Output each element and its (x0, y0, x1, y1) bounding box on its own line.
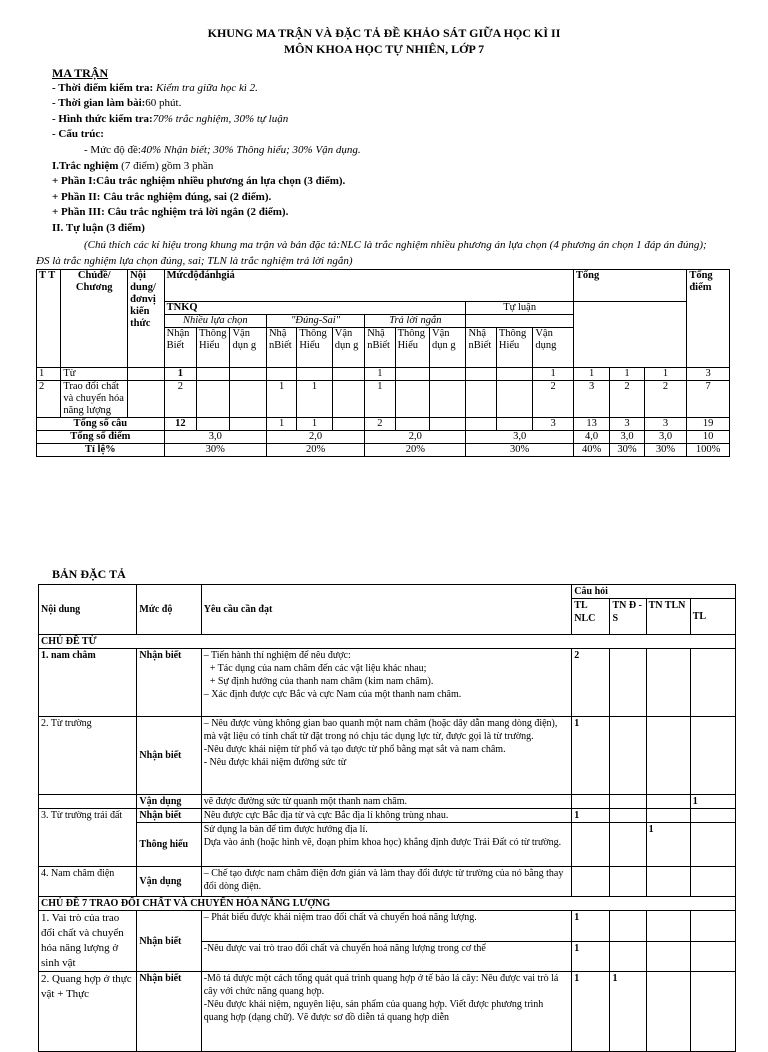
cell-value (496, 381, 532, 418)
part-one-a: + Phần I:Câu trắc nghiệm nhiều phương án lựa chọn (3 điểm). (52, 175, 346, 187)
cell-tt: 2 (37, 381, 61, 418)
cell-value: 2,0 (365, 431, 466, 444)
col-vd: Vận dụn g (230, 328, 266, 368)
spec-heading: BẢN ĐẶC TẢ (52, 567, 126, 581)
table-row-total-questions (37, 418, 730, 431)
info-time: - Thời điểm kiểm tra: Kiểm tra giữa học kì 2. (52, 82, 258, 94)
cell-value: 30% (610, 444, 644, 457)
table-row (39, 972, 736, 1052)
doc-title: KHUNG MA TRẬN VÀ ĐẶC TẢ ĐỀ KHẢO SÁT GIỮA HỌC KÌ II (207, 26, 561, 40)
cell-mucdo: Thông hiểu (137, 823, 201, 867)
part-two: II. Tự luận (3 điểm) (52, 222, 145, 234)
col-th: Thông Hiểu (197, 328, 230, 368)
cell-value: 20% (266, 444, 364, 457)
cell-noidung: 2. Quang hợp ở thực vật + Thực (39, 972, 137, 1052)
header-chude: Chủđề/ Chương (61, 270, 128, 368)
cell-value (430, 381, 466, 418)
header-tuluan: Tự luận (466, 302, 573, 315)
col-th: Thông Hiểu (395, 328, 429, 368)
cell-value (332, 381, 364, 418)
table-row (39, 823, 736, 867)
cell-value: 3,0 (610, 431, 644, 444)
spec-header-cauhoi: Câu hỏi (572, 585, 736, 599)
section-heading: MA TRẬN (52, 66, 109, 80)
table-row (39, 911, 736, 942)
cell-value: 2 (644, 381, 687, 418)
cell-value: 1 (644, 368, 687, 381)
spec-header-tln: TN TLN (646, 599, 690, 635)
cell-q: 2 (572, 649, 610, 717)
table-row (37, 368, 730, 381)
cell-value: 1 (297, 381, 332, 418)
cell-mucdo: Nhận biết (137, 911, 201, 972)
cell-yeucau: vẽ được đường sức từ quanh một thanh nam châm. (201, 795, 572, 809)
header-noidung: Nội dung/ đơnvị kiến thức (128, 270, 164, 368)
cell-value: 3,0 (644, 431, 687, 444)
col-nb: Nhậ nBiết (466, 328, 496, 368)
cell-yeucau: – Chế tạo được nam châm điện đơn giản và làm thay đổi được từ trường của nó bằng thay đổi dòng điện. (201, 867, 572, 897)
cell-value (496, 368, 532, 381)
info-form: - Hình thức kiểm tra:70% trắc nghiệm, 30% tự luận (52, 113, 289, 125)
cell-noidung: 1. nam châm (39, 649, 137, 717)
cell-value (230, 381, 266, 418)
cell-value: 10 (687, 431, 730, 444)
spec-section-trao-doi-chat: CHỦ ĐỀ 7 TRAO ĐỔI CHẤT VÀ CHUYỂN HÓA NĂNG LƯỢNG (39, 897, 736, 911)
cell-yeucau: – Phát biểu được khái niệm trao đổi chất và chuyển hoá năng lượng. (201, 911, 572, 942)
cell-value: 4,0 (573, 431, 609, 444)
table-row (39, 795, 736, 809)
col-th: Thông Hiểu (297, 328, 332, 368)
header-tnkq: TNKQ (164, 302, 466, 315)
header-tt: T T (37, 270, 61, 368)
cell-value: 12 (164, 418, 196, 431)
cell-q: 1 (572, 941, 610, 972)
cell-value: 3 (644, 418, 687, 431)
spec-header-tl: TL (690, 599, 735, 635)
spec-header-ds: TN Đ - S (610, 599, 646, 635)
cell-noidung (128, 368, 164, 381)
cell-q: 1 (572, 972, 610, 1052)
cell-value: 100% (687, 444, 730, 457)
cell-tt: 1 (37, 368, 61, 381)
cell-q: 1 (572, 717, 610, 795)
cell-value (266, 368, 296, 381)
cell-mucdo: Nhận biết (137, 717, 201, 795)
col-nb: Nhậ nBiết (365, 328, 395, 368)
cell-value: 30% (644, 444, 687, 457)
cell-mucdo: Vận dụng (137, 795, 201, 809)
col-nb: Nhận Biết (164, 328, 196, 368)
cell-value (430, 418, 466, 431)
cell-mucdo: Nhận biết (137, 649, 201, 717)
header-ds: "Đúng-Sai" (266, 315, 364, 328)
cell-value: 1 (365, 368, 395, 381)
cell-value (230, 418, 266, 431)
cell-value: 19 (687, 418, 730, 431)
cell-value (197, 418, 230, 431)
legend-note: (Chú thích các kí hiệu trong khung ma trận và bản đặc tả:NLC là trắc nghiệm nhiều phương án lựa chọn (4 phương án chọn 1 đáp án đúng); ĐS là trắc nghiệm lựa chọn đúng, sai; TLN là trắc nghiệm trả lời ngắn) (36, 239, 707, 267)
cell-value: 1 (266, 381, 296, 418)
cell-value (230, 368, 266, 381)
table-row-total-points (37, 431, 730, 444)
cell-value (332, 418, 364, 431)
cell-value: 1 (365, 381, 395, 418)
part-one-c: + Phần III: Câu trắc nghiệm trả lời ngắn (2 điểm). (52, 206, 289, 218)
col-nb: Nhậ nBiết (266, 328, 296, 368)
cell-value: 40% (573, 444, 609, 457)
cell-yeucau: – Nêu được vùng không gian bao quanh một nam châm (hoặc dây dẫn mang dòng điện), mà vật liệu có tính chất từ đặt trong nó chịu tác dụng lực từ, được gọi là từ trường. -Nêu được khái niệm từ phổ và tạo được từ phổ bằng mạt sắt và nam châm. - Nêu được khái niệm đường sức từ (201, 717, 572, 795)
table-row (39, 809, 736, 823)
cell-value: 2 (164, 381, 196, 418)
cell-value: 3 (610, 418, 644, 431)
part-one: I.Trắc nghiệm (7 điểm) gồm 3 phần (52, 160, 214, 172)
col-vd: Vận dụn g (430, 328, 466, 368)
cell-value (197, 368, 230, 381)
cell-value: 3,0 (466, 431, 573, 444)
cell-yeucau: -Mô tả được một cách tổng quát quá trình quang hợp ở tế bào lá cây: Nêu được vai trò lá cây với chức năng quang hợp. -Nêu được khái niệm, nguyên liệu, sản phẩm của quang hợp. Viết được phương trình quang hợp (dạng chữ). Vẽ được sơ đồ diễn tả quang hợp diễn (201, 972, 572, 1052)
cell-label: Tổng số điểm (37, 431, 165, 444)
doc-subtitle: MÔN KHOA HỌC TỰ NHIÊN, LỚP 7 (283, 42, 485, 56)
col-vd: Vận dụng (533, 328, 574, 368)
cell-mucdo: Nhận biết (137, 972, 201, 1052)
spec-header-noidung: Nội dung (39, 585, 137, 635)
cell-q: 1 (646, 823, 690, 867)
cell-noidung: 3. Từ trường trái đất (39, 809, 137, 867)
cell-noidung: 4. Nam châm điện (39, 867, 137, 897)
table-row (37, 381, 730, 418)
cell-value: 2,0 (266, 431, 364, 444)
cell-value (466, 368, 496, 381)
cell-value: 3 (687, 368, 730, 381)
spec-header-yeucau: Yêu cầu cần đạt (201, 585, 572, 635)
cell-yeucau: -Nêu được vai trò trao đổi chất và chuyển hoá năng lượng trong cơ thể (201, 941, 572, 972)
cell-noidung (128, 381, 164, 418)
cell-label: Tỉ lệ% (37, 444, 165, 457)
cell-value: 3,0 (164, 431, 266, 444)
cell-value (466, 418, 496, 431)
spec-section-tu: CHỦ ĐỀ TỪ (39, 635, 736, 649)
table-row (39, 649, 736, 717)
header-nlc: Nhiều lựa chọn (164, 315, 266, 328)
cell-value: 3 (573, 381, 609, 418)
cell-value (332, 368, 364, 381)
cell-value (395, 368, 429, 381)
cell-value: 3 (533, 418, 574, 431)
header-tong-blank (573, 302, 686, 368)
spec-header-mucdo: Mức độ (137, 585, 201, 635)
cell-value: 1 (610, 368, 644, 381)
table-row-ratio (37, 444, 730, 457)
cell-yeucau: Sử dụng la bàn để tìm được hướng địa lí. Dựa vào ảnh (hoặc hình vẽ, đoạn phim khoa học) khẳng định được Trái Đất có từ trường. (201, 823, 572, 867)
part-one-b: + Phần II: Câu trắc nghiệm đúng, sai (2 điểm). (52, 191, 272, 203)
spec-table (38, 584, 736, 1052)
cell-value (197, 381, 230, 418)
cell-label: Tổng số câu (37, 418, 165, 431)
cell-value (297, 368, 332, 381)
cell-value: 2 (610, 381, 644, 418)
cell-value (496, 418, 532, 431)
table-row (39, 867, 736, 897)
header-tongdiem: Tổng điểm (687, 270, 730, 368)
cell-value (395, 418, 429, 431)
cell-chude: Trao đổi chất và chuyển hóa năng lượng (61, 381, 128, 418)
info-duration: - Thời gian làm bài:60 phút. (52, 97, 182, 109)
cell-value: 2 (365, 418, 395, 431)
header-mucdo: Mứcđộđánhgiá (164, 270, 573, 302)
cell-value: 1 (266, 418, 296, 431)
cell-yeucau: Nêu được cực Bắc địa từ và cực Bắc địa lí không trùng nhau. (201, 809, 572, 823)
cell-mucdo: Vận dụng (137, 867, 201, 897)
cell-value: 1 (573, 368, 609, 381)
col-th: Thông Hiểu (496, 328, 532, 368)
cell-value: 1 (297, 418, 332, 431)
cell-value: 1 (533, 368, 574, 381)
info-level: - Mức độ đề:40% Nhận biết; 30% Thông hiểu; 30% Vận dụng. (84, 144, 361, 156)
cell-value (395, 381, 429, 418)
info-structure: - Cấu trúc: (52, 128, 104, 140)
cell-noidung: 2. Từ trường (39, 717, 137, 795)
cell-value: 30% (466, 444, 573, 457)
table-row (39, 717, 736, 795)
cell-value: 30% (164, 444, 266, 457)
cell-value: 13 (573, 418, 609, 431)
cell-chude: Từ (61, 368, 128, 381)
cell-value: 2 (533, 381, 574, 418)
cell-q: 1 (690, 795, 735, 809)
matrix-table (36, 269, 730, 457)
cell-value (430, 368, 466, 381)
cell-value: 20% (365, 444, 466, 457)
header-tl-blank (466, 315, 573, 328)
cell-q: 1 (610, 972, 646, 1052)
cell-value: 7 (687, 381, 730, 418)
cell-yeucau: – Tiến hành thí nghiệm để nêu được: + Tác dụng của nam châm đến các vật liệu khác nhau; + Sự định hướng của thanh nam châm (kim nam châm). – Xác định được cực Bắc và cực Nam của một thanh nam châm. (201, 649, 572, 717)
cell-value (466, 381, 496, 418)
cell-q: 1 (572, 809, 610, 823)
cell-q: 1 (572, 911, 610, 942)
header-tong: Tổng (573, 270, 686, 302)
cell-value: 1 (164, 368, 196, 381)
cell-noidung: 1. Vai trò của trao đổi chất và chuyển hóa năng lượng ở sinh vật (39, 911, 137, 972)
spec-header-nlc: TL NLC (572, 599, 610, 635)
col-vd: Vận dụn g (332, 328, 364, 368)
cell-mucdo: Nhận biết (137, 809, 201, 823)
header-tln: Trả lời ngắn (365, 315, 466, 328)
